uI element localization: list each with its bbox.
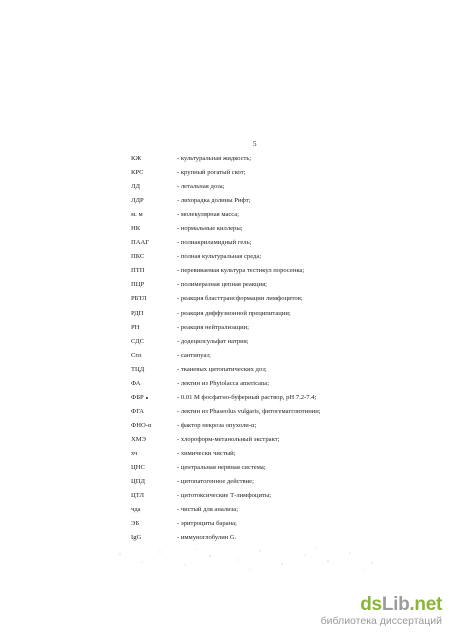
- abbreviation-definition: - химически чистый;: [177, 449, 236, 457]
- abbreviation-definition: - цитопатогенное действие;: [177, 478, 254, 486]
- watermark-caption: библиотека диссертаций: [320, 615, 442, 627]
- abbreviation-term: РДП: [131, 309, 144, 317]
- scan-noise: [100, 540, 400, 580]
- abbreviation-term: ПЦР: [131, 281, 145, 289]
- abbreviation-row: [131, 517, 311, 531]
- abbreviation-term: IgG: [131, 534, 142, 542]
- abbreviation-term: м. м: [131, 211, 143, 219]
- abbreviation-definition: - перевиваемая культура тестикул поросенка;: [177, 267, 305, 275]
- abbreviation-row: [131, 307, 311, 321]
- abbreviation-definition: - эритроциты барана;: [177, 520, 237, 528]
- abbreviation-row: [131, 489, 311, 503]
- abbreviation-row: [131, 433, 311, 447]
- abbreviation-definition: - полиакриламидный гель;: [177, 239, 252, 247]
- abbreviation-row: [131, 503, 311, 517]
- abbreviation-row: [131, 391, 317, 405]
- abbreviation-definition: - летальная доза;: [177, 183, 225, 191]
- abbreviation-definition: - тканевых цитопатических доз;: [177, 365, 267, 373]
- page-number: 5: [253, 140, 257, 148]
- abbreviation-term: ФГА: [131, 407, 145, 415]
- abbreviation-definition: - лихорадка долины Рифт;: [177, 197, 251, 205]
- abbreviation-term: чда: [131, 506, 141, 514]
- abbreviation-term: Спз: [131, 351, 142, 359]
- abbreviation-term: ЛДР: [131, 197, 144, 205]
- abbreviation-definition: - реакция диффузионной преципитации;: [177, 309, 291, 317]
- abbreviation-definition: - сантипуаз;: [177, 351, 211, 359]
- abbreviation-row: [131, 377, 311, 391]
- abbreviation-term: ЦНС: [131, 464, 145, 472]
- abbreviation-row: [131, 222, 311, 236]
- abbreviation-term: ЦТЛ: [131, 492, 144, 500]
- abbreviation-definition: - реакция нейтрализации;: [177, 323, 250, 331]
- abbreviation-term: ПТП: [131, 267, 145, 275]
- dslib-watermark: [321, 595, 442, 628]
- abbreviation-row: [131, 166, 311, 180]
- abbreviation-definition: - крупный рогатый скот;: [177, 169, 246, 177]
- abbreviation-row: [131, 461, 311, 475]
- abbreviation-row: [131, 180, 311, 194]
- abbreviation-row: [131, 236, 311, 250]
- abbreviation-term: РН: [131, 323, 140, 331]
- abbreviation-row: [131, 152, 311, 166]
- abbreviation-term: ЭБ: [131, 520, 140, 528]
- abbreviation-row: [131, 475, 311, 489]
- abbreviation-definition: - лектин из Phaseolus vulgaris, фитогемагглютинин;: [177, 407, 321, 415]
- scan-dot: [146, 397, 148, 399]
- abbreviation-term: СДС: [131, 337, 144, 345]
- abbreviation-term: ПКС: [131, 253, 145, 261]
- abbreviation-definition: - нормальные киллеры;: [177, 225, 243, 233]
- abbreviation-term: РБТЛ: [131, 295, 147, 303]
- abbreviation-list: [131, 152, 321, 545]
- abbreviation-row: [131, 419, 311, 433]
- abbreviation-term: ТЦД: [131, 365, 145, 373]
- abbreviation-row: [131, 278, 311, 292]
- abbreviation-term: ФБР: [131, 393, 144, 401]
- abbreviation-term: хч: [131, 449, 138, 457]
- dslib-logo: dsLib.net: [360, 594, 442, 615]
- abbreviation-term: НК: [131, 225, 141, 233]
- abbreviation-definition: - полимеразная цепная реакция;: [177, 281, 267, 289]
- abbreviation-term: ХМЭ: [131, 435, 146, 443]
- abbreviation-definition: - центральная нервная система;: [177, 464, 266, 472]
- abbreviation-definition: - культуральная жидкость;: [177, 155, 252, 162]
- abbreviation-term: КРС: [131, 169, 144, 177]
- abbreviation-definition: - чистый для анализа;: [177, 506, 239, 514]
- abbreviation-term: ФА: [131, 379, 141, 387]
- abbreviation-definition: - полная культуральная среда;: [177, 253, 262, 261]
- abbreviation-definition: - реакция бласттрансформации лимфоцитов;: [177, 295, 303, 303]
- abbreviation-term: ПААГ: [131, 239, 150, 247]
- abbreviation-row: [131, 292, 311, 306]
- abbreviation-definition: - хлороформ-метанольный экстракт;: [177, 435, 280, 443]
- abbreviation-definition: - лектин из Phytolacca americana;: [177, 379, 270, 387]
- abbreviation-row: [131, 349, 311, 363]
- abbreviation-term: ЦПД: [131, 478, 146, 486]
- abbreviation-row: [131, 363, 311, 377]
- abbreviation-definition: - фактор некроза опухоли-α;: [177, 421, 257, 429]
- abbreviation-row: [131, 447, 311, 461]
- abbreviation-row: [131, 264, 311, 278]
- abbreviation-term: ФНО-α: [131, 421, 152, 429]
- abbreviation-term: КЖ: [131, 155, 142, 162]
- abbreviation-row: [131, 335, 311, 349]
- abbreviation-definition: - 0.01 М фосфатно-буферный раствор, рН 7.2-7.4;: [177, 393, 317, 401]
- abbreviation-term: ЛД: [131, 183, 140, 191]
- abbreviation-row: [131, 250, 311, 264]
- abbreviation-definition: - додецилсульфат натрия;: [177, 337, 249, 345]
- abbreviation-definition: - иммуноглобулин G.: [177, 534, 237, 542]
- abbreviation-definition: - молекулярная масса;: [177, 211, 240, 219]
- abbreviation-row: [131, 208, 311, 222]
- abbreviation-row: [131, 405, 321, 419]
- abbreviation-row: [131, 321, 311, 335]
- abbreviation-row: [131, 194, 311, 208]
- abbreviation-definition: - цитотоксические Т-лимфоциты;: [177, 492, 272, 500]
